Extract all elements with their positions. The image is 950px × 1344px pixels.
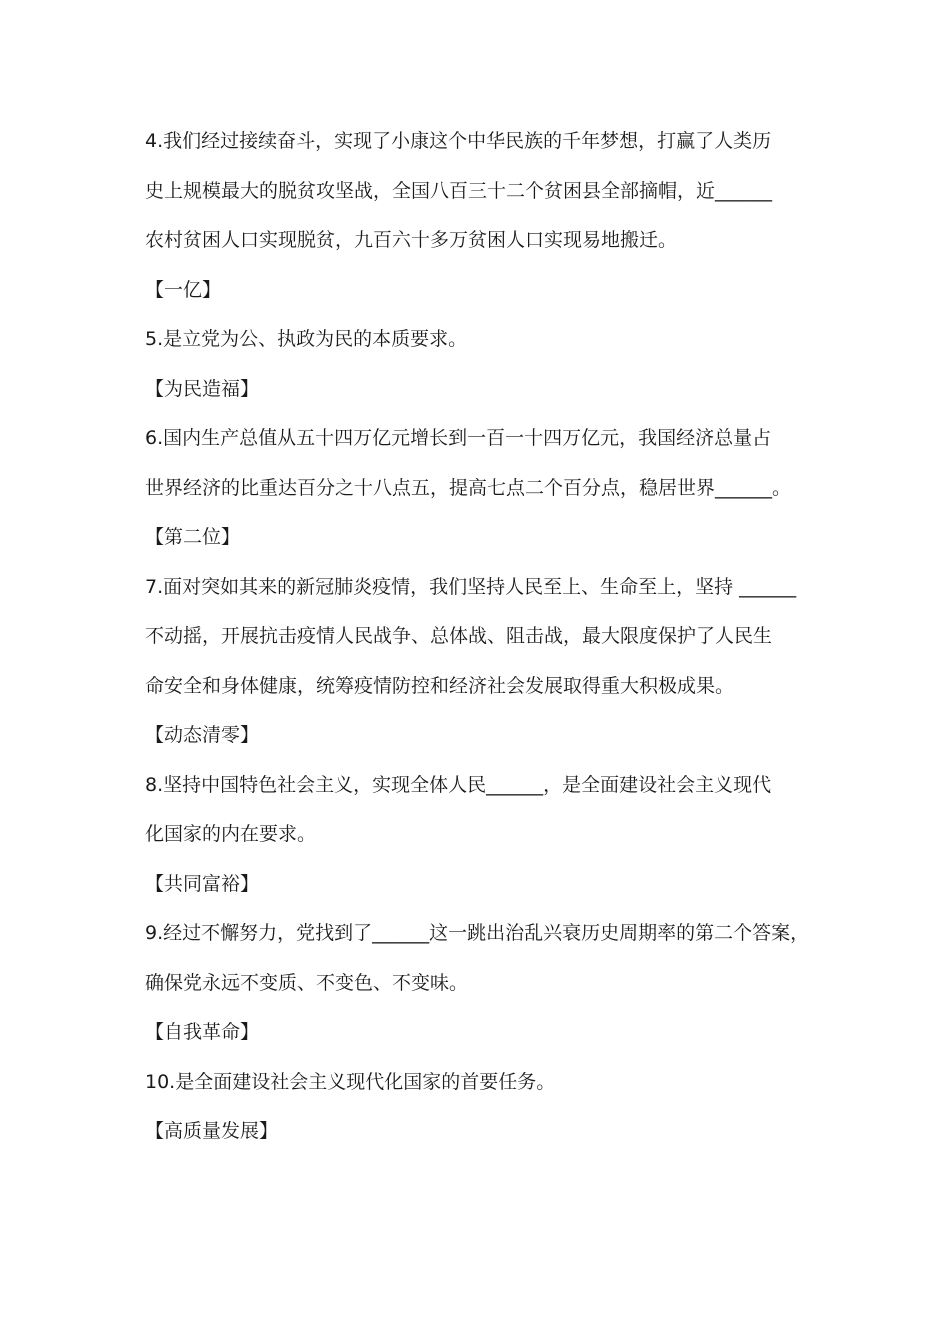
question-text-line: 世界经济的比重达百分之十八点五，提高七点二个百分点，稳居世界______。 xyxy=(145,476,792,499)
answer-text: 【高质量发展】 xyxy=(145,1120,279,1142)
question-text-line: 化国家的内在要求。 xyxy=(145,823,317,845)
answer-text: 【一亿】 xyxy=(145,278,222,301)
answer-text: 【动态清零】 xyxy=(145,724,260,746)
answer-text: 【共同富裕】 xyxy=(145,872,260,895)
question-5 xyxy=(145,327,820,351)
question-text-line: 不动摇，开展抗击疫情人民战争、总体战、阻击战，最大限度保护了人民生 xyxy=(145,625,773,647)
question-10 xyxy=(145,1070,820,1094)
question-text-line: 确保党永远不变质、不变色、不变味。 xyxy=(145,971,469,994)
question-text-line: 8.坚持中国特色社会主义，实现全体人民______，是全面建设社会主义现代 xyxy=(145,773,772,796)
question-text-line: 5.是立党为公、执政为民的本质要求。 xyxy=(145,328,468,350)
question-text-line: 4.我们经过接续奋斗，实现了小康这个中华民族的千年梦想，打赢了人类历 xyxy=(145,130,772,152)
question-7 xyxy=(145,575,820,698)
document-page xyxy=(145,129,820,1143)
question-4 xyxy=(145,129,820,252)
question-text-line: 9.经过不懈努力，党找到了______这一跳出治乱兴衰历史周期率的第二个答案， xyxy=(145,922,810,944)
answer-text: 【为民造福】 xyxy=(145,377,260,400)
question-text-line: 命安全和身体健康，统筹疫情防控和经济社会发展取得重大积极成果。 xyxy=(145,674,735,697)
question-9 xyxy=(145,921,820,995)
question-text-line: 7.面对突如其来的新冠肺炎疫情，我们坚持人民至上、生命至上，坚持 ______ xyxy=(145,575,797,598)
answer-text: 【自我革命】 xyxy=(145,1021,260,1043)
question-text-line: 6.国内生产总值从五十四万亿元增长到一百一十四万亿元，我国经济总量占 xyxy=(145,427,772,449)
answer-text: 【第二位】 xyxy=(145,526,241,548)
question-text-line: 10.是全面建设社会主义现代化国家的首要任务。 xyxy=(145,1070,556,1093)
question-8 xyxy=(145,773,820,847)
question-text-line: 史上规模最大的脱贫攻坚战，全国八百三十二个贫困县全部摘帽，近______ xyxy=(145,179,773,202)
question-6 xyxy=(145,426,820,500)
question-text-line: 农村贫困人口实现脱贫，九百六十多万贫困人口实现易地搬迁。 xyxy=(145,229,678,251)
